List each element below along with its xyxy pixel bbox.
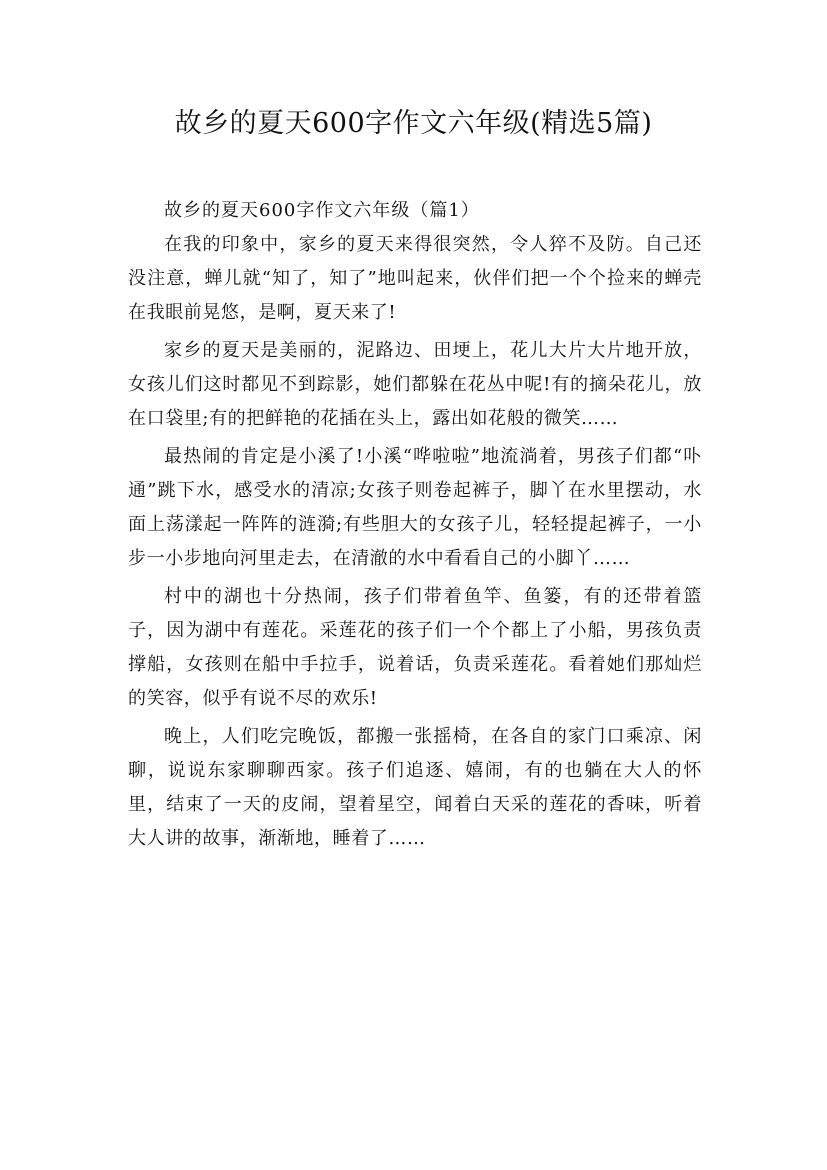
- paragraph: 晚上，人们吃完晚饭，都搬一张摇椅，在各自的家门口乘凉、闲聊，说说东家聊聊西家。孩子们追逐、嬉闹，有的也躺在大人的怀里，结束了一天的皮闹，望着星空，闻着白天采的莲花的香味，听着大人讲的故事，渐渐地，睡着了……: [128, 726, 702, 849]
- paragraph: 最热闹的肯定是小溪了!小溪“哗啦啦”地流淌着，男孩子们都“卟通”跳下水，感受水的清凉;女孩子则卷起裤子，脚丫在水里摆动，水面上荡漾起一阵阵的涟漪;有些胆大的女孩子儿，轻轻提起裤子，一小步一小步地向河里走去，在清澈的水中看看自己的小脚丫……: [128, 446, 702, 569]
- document-body: [128, 194, 702, 856]
- paragraph: 家乡的夏天是美丽的，泥路边、田埂上，花儿大片大片地开放，女孩儿们这时都见不到踪影，她们都躲在花丛中呢!有的摘朵花儿，放在口袋里;有的把鲜艳的花插在头上，露出如花般的微笑……: [128, 340, 702, 429]
- section-heading: 故乡的夏天600字作文六年级（篇1）: [164, 200, 480, 221]
- paragraph: 村中的湖也十分热闹，孩子们带着鱼竿、鱼篓，有的还带着篮子，因为湖中有莲花。采莲花的孩子们一个个都上了小船，男孩负责撑船，女孩则在船中手拉手，说着话，负责采莲花。看着她们那灿烂的笑容，似乎有说不尽的欢乐!: [128, 586, 702, 709]
- paragraph: 在我的印象中，家乡的夏天来得很突然，令人猝不及防。自己还没注意，蝉儿就“知了，知了”地叫起来，伙伴们把一个个捡来的蝉壳在我眼前晃悠，是啊，夏天来了!: [128, 234, 702, 323]
- document-title: 故乡的夏天600字作文六年级(精选5篇): [174, 108, 653, 139]
